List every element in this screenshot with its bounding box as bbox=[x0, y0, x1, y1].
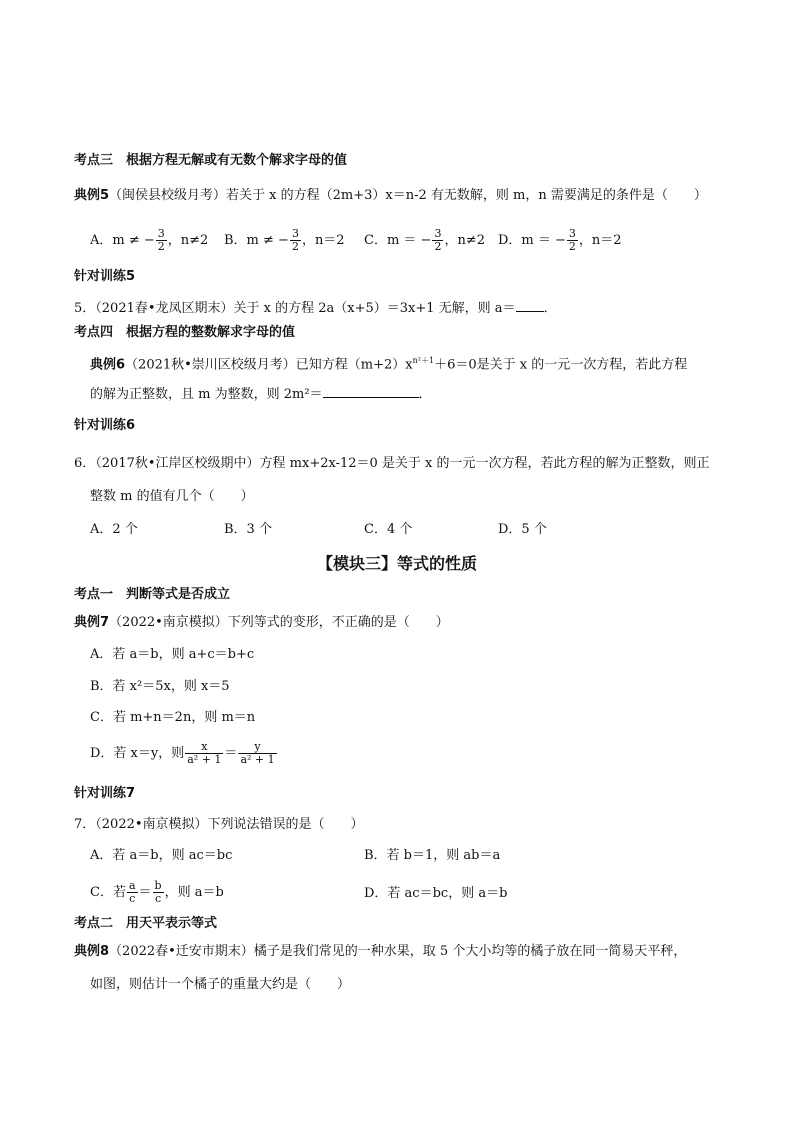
question-6-option-c: C．4 个 bbox=[364, 522, 413, 537]
section-heading-m3-1: 考点一 判断等式是否成立 bbox=[74, 587, 231, 602]
training-7-label: 针对训练7 bbox=[74, 786, 136, 801]
example-8-line-2: 如图，则估计一个橘子的重量大约是（ ） bbox=[90, 977, 351, 992]
training-5-label: 针对训练5 bbox=[74, 269, 136, 284]
example-5-label: 典例5 bbox=[74, 188, 110, 203]
question-6-line-2: 整数 m 的值有几个（ ） bbox=[90, 489, 254, 504]
section-heading-4: 考点四 根据方程的整数解求字母的值 bbox=[74, 325, 296, 340]
example-5-option-c: C．m ＝ − $\frac{3}{2}$ ，n≠2 bbox=[364, 227, 485, 253]
fraction: $\frac{3}{2}$ bbox=[434, 227, 442, 253]
example-6-label: 典例6 bbox=[90, 357, 126, 373]
question-5: 5．（2021春•龙凤区期末）关于 x 的方程 2a（x+5）＝3x+1 无解，则 a＝ ． bbox=[74, 301, 557, 316]
fraction: $\frac{y}{\text{a² + 1}}$ bbox=[240, 740, 275, 766]
question-7-option-b: B．若 b＝1，则 ab＝a bbox=[364, 848, 501, 863]
example-7-option-d: D．若 x＝y，则 $\frac{x}{\text{a² + 1}}$ ＝ $\frac{y}{\text{a² + 1}}$ bbox=[90, 740, 275, 766]
example-7: 典例7（2022•南京模拟）下列等式的变形，不正确的是（ ） bbox=[74, 615, 449, 630]
example-7-option-c: C．若 m+n＝2n，则 m＝n bbox=[90, 710, 256, 725]
training-6-label: 针对训练6 bbox=[74, 418, 136, 433]
example-5 bbox=[74, 186, 707, 206]
example-7-option-b: B．若 x²＝5x，则 x＝5 bbox=[90, 679, 230, 694]
example-6: 典例6（2021秋•崇川区校级月考）已知方程$(m+2)x^{n^2+1}+6=0$是关于 x 的一元一次方程，若此方程 bbox=[90, 356, 688, 373]
fraction: $\frac{3}{2}$ bbox=[568, 227, 576, 253]
answer-blank bbox=[323, 385, 419, 398]
fraction: $\frac{3}{2}$ bbox=[291, 227, 299, 253]
example-5-text: （闽侯县校级月考）若关于 x 的方程（2m+3）x＝n-2 有无数解，则 m，n 需要满足的条件是（ ） bbox=[109, 188, 707, 203]
example-5-option-b: B．m ≠ − $\frac{3}{2}$ ，n＝2 bbox=[224, 227, 345, 253]
question-6-option-a: A．2 个 bbox=[90, 522, 138, 537]
example-7-label: 典例7 bbox=[74, 615, 110, 630]
example-8: 典例8（2022春•迁安市期末）橘子是我们常见的一种水果，取 5 个大小均等的橘子放在同一简易天平秤， bbox=[74, 944, 687, 959]
example-7-option-a: A．若 a＝b，则 a+c＝b+c bbox=[90, 647, 255, 662]
fraction: $\frac{b}{c}$ bbox=[154, 879, 162, 905]
fraction: $\frac{3}{2}$ bbox=[157, 227, 165, 253]
question-6-line-1: 6．（2017秋•江岸区校级期中）方程 mx+2x-12＝0 是关于 x 的一元一次方程，若此方程的解为正整数，则正 bbox=[74, 456, 710, 471]
question-6-option-b: B．3 个 bbox=[224, 522, 272, 537]
section-heading-3: 考点三 根据方程无解或有无数个解求字母的值 bbox=[74, 153, 348, 168]
example-5-option-a: A．m ≠ − $\frac{3}{2}$ ，n≠2 bbox=[90, 227, 209, 253]
question-7-option-a: A．若 a＝b，则 ac＝bc bbox=[90, 848, 233, 863]
fraction: $\frac{x}{\text{a² + 1}}$ bbox=[187, 740, 222, 766]
question-7-option-d: D．若 ac＝bc，则 a＝b bbox=[364, 886, 508, 901]
fraction: $\frac{a}{c}$ bbox=[128, 879, 136, 905]
module-title: 【模块三】等式的性质 bbox=[316, 554, 477, 573]
question-6-option-d: D．5 个 bbox=[498, 522, 547, 537]
example-8-label: 典例8 bbox=[74, 944, 110, 959]
example-6-line-2: 的解为正整数，且 m 为整数，则 2m²＝ ． bbox=[90, 387, 432, 402]
answer-blank bbox=[516, 299, 544, 312]
section-heading-m3-2: 考点二 用天平表示等式 bbox=[74, 916, 218, 931]
question-7-option-c: C．若 $\frac{a}{c}$ ＝ $\frac{b}{c}$ ，则 a＝b bbox=[90, 879, 224, 905]
example-5-option-d: D．m ＝ − $\frac{3}{2}$ ，n＝2 bbox=[498, 227, 622, 253]
question-7: 7．（2022•南京模拟）下列说法错误的是（ ） bbox=[74, 817, 364, 832]
